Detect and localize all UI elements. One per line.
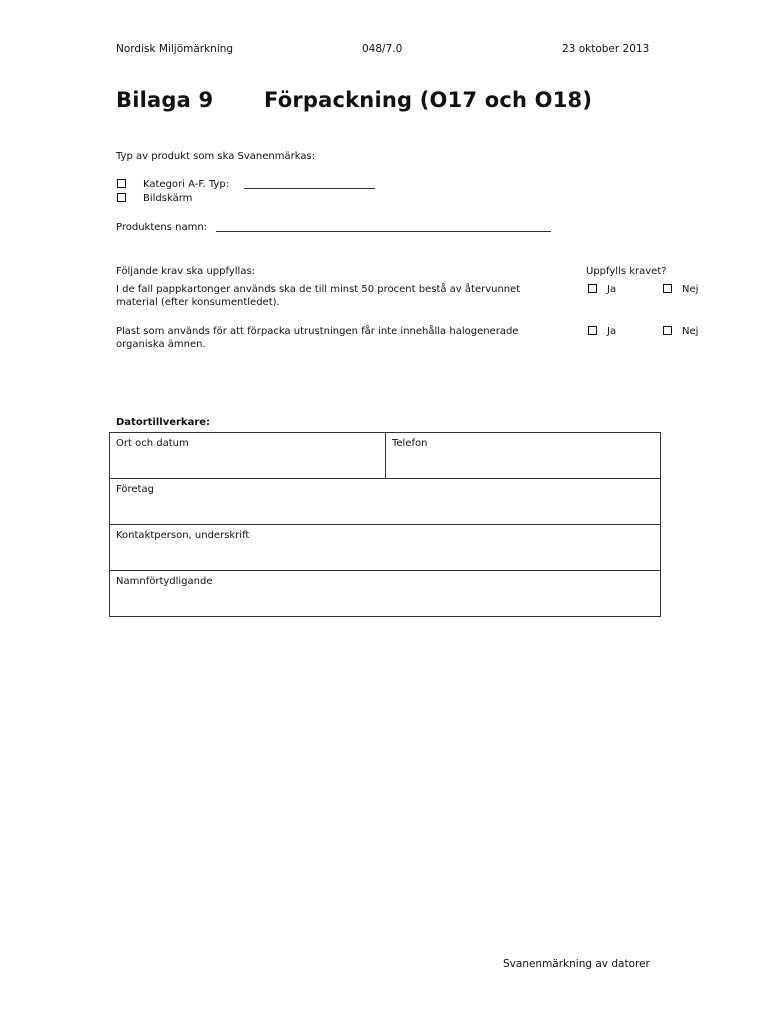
contact-signature-field[interactable] [109,524,661,571]
requirement-1-no-checkbox[interactable] [663,284,672,293]
requirement-2-no-label: Nej [682,326,699,337]
header-org: Nordisk Miljömärkning [116,43,234,55]
requirement-1-yes-checkbox[interactable] [588,284,597,293]
category-type-input[interactable] [244,188,375,189]
requirement-1-line1: I de fall pappkartonger används ska de till minst 50 procent bestå av återvunnet [116,284,521,295]
product-type-prompt: Typ av produkt som ska Svanenmärkas: [116,151,316,162]
category-af-label: Kategori A-F. Typ: [143,179,230,190]
page-title: Förpackning (O17 och O18) [264,88,593,112]
monitor-label: Bildskärm [143,193,193,204]
requirement-2-no-checkbox[interactable] [663,326,672,335]
requirement-2-line1: Plast som används för att förpacka utrustningen får inte innehålla halogenerade [116,326,519,337]
requirement-2-line2: organiska ämnen. [116,339,206,350]
header-doc-number: 048/7.0 [362,43,403,55]
requirement-1-no-label: Nej [682,284,699,295]
requirement-1-text [116,283,566,309]
company-label: Företag [116,484,154,495]
name-clarification-field[interactable] [109,570,661,617]
manufacturer-section-title: Datortillverkare: [116,417,211,428]
product-name-label: Produktens namn: [116,222,208,233]
phone-label: Telefon [392,438,428,449]
contact-signature-label: Kontaktperson, underskrift [116,530,250,541]
requirements-intro: Följande krav ska uppfyllas: [116,266,256,277]
footer-text: Svanenmärkning av datorer [503,958,650,970]
monitor-checkbox[interactable] [117,193,126,202]
signature-table [109,432,661,617]
category-af-checkbox[interactable] [117,179,126,188]
name-clarification-label: Namnförtydligande [116,576,213,587]
phone-field[interactable] [385,432,661,479]
requirement-2-yes-label: Ja [607,326,617,337]
requirement-1-line2: material (efter konsumentledet). [116,297,280,308]
product-name-input[interactable] [216,231,551,232]
requirement-2-yes-checkbox[interactable] [588,326,597,335]
header-date: 23 oktober 2013 [562,43,650,55]
compliance-column-header: Uppfylls kravet? [586,266,667,277]
requirement-2-text [116,325,566,351]
place-date-field[interactable] [109,432,386,479]
place-date-label: Ort och datum [116,438,189,449]
company-field[interactable] [109,478,661,525]
appendix-label: Bilaga 9 [116,88,214,112]
requirement-1-yes-label: Ja [607,284,617,295]
